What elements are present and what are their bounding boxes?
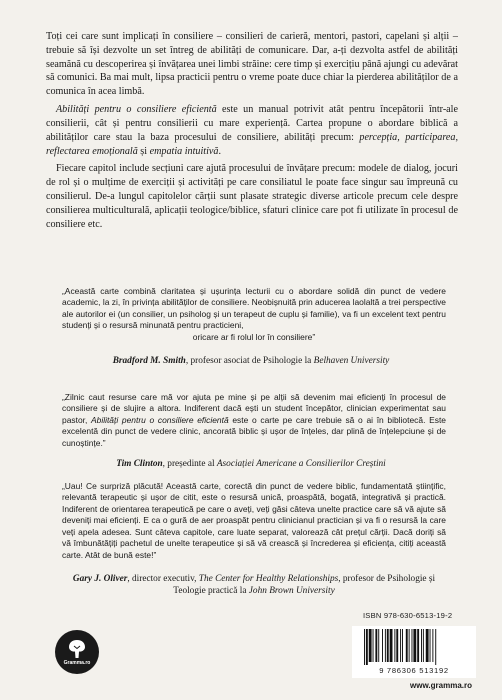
barcode-bar bbox=[375, 629, 377, 662]
barcode-icon bbox=[364, 629, 464, 665]
endorsement-author: Gary J. Oliver, director executiv, The Center for Healthy Relationships, profesor de Psihologie și Teologie practică la John Brown University bbox=[72, 574, 436, 597]
barcode-bar bbox=[390, 629, 393, 662]
isbn: ISBN 978-630-6513-19-2 bbox=[363, 611, 453, 620]
barcode-bar bbox=[400, 629, 401, 662]
book-title-italic: Abilități pentru o consiliere eficientă bbox=[56, 104, 217, 116]
barcode-bar bbox=[382, 629, 383, 662]
publisher-logo bbox=[55, 630, 99, 674]
barcode-bar bbox=[378, 629, 379, 662]
barcode-bar bbox=[387, 629, 389, 662]
barcode-bar bbox=[396, 629, 398, 662]
barcode-bar bbox=[421, 629, 422, 662]
barcode-bar bbox=[432, 629, 433, 662]
barcode-bar bbox=[409, 629, 410, 662]
barcode-bar bbox=[423, 629, 424, 662]
barcode-bar bbox=[417, 629, 419, 662]
barcode-bar bbox=[366, 629, 368, 665]
publisher-website[interactable]: www.gramma.ro bbox=[410, 681, 472, 690]
barcode-bar bbox=[394, 629, 395, 662]
barcode-bar bbox=[373, 629, 374, 662]
description-paragraph-3: Fiecare capitol include secțiuni care ajută procesului de învățare precum: modele de dialog, jocuri de rol și o mulțime de exerciții și activități pe care consiliatul le poate face singur sau împreună cu consilierul. De-a lungul capitolelor cărții sunt plasate strategic diverse articole precum cele despre consilierea multiculturală, aplicații teologice/biblice, sfaturi clinice care pot fi utilizate în procesul de consiliere etc. bbox=[46, 163, 458, 230]
description-paragraph-2: Abilități pentru o consiliere eficientă este un manual potrivit atât pentru începătorii într-ale consilierii, cât și pentru consilierii cu mare experiență. Cartea propune o abordare biblică a abilităților care stau la baza procesului de consiliere, abilități precum: percepția, participarea, reflectarea emoțională și empatia intuitivă. bbox=[46, 104, 458, 157]
barcode-bar bbox=[402, 629, 403, 662]
barcode-bar bbox=[364, 629, 365, 665]
barcode-bar bbox=[413, 629, 416, 662]
endorsement-quote: „Această carte combină claritatea și ușurința lecturii cu o abordare solidă din punct de vedere academic, la zi, în privința abilităților de consiliere. Neobișnuită prin aducerea laolaltă a trei perspective ale autorilor ei (un consilier, un psiholog și un terapeut de cuplu și familie), va fi un excelent text pentru studenți și o resursă minunată pentru practicieni, oricare ar fi rolul lor în consiliere” bbox=[62, 286, 446, 342]
barcode-bar bbox=[430, 629, 431, 662]
endorsement-author: Tim Clinton, președinte al Asociației Americane a Consilierilor Creștini bbox=[116, 459, 386, 469]
barcode-bar bbox=[406, 629, 408, 662]
publisher-logo-text: Gramma.ro bbox=[63, 660, 91, 666]
book-description bbox=[46, 30, 458, 235]
endorsement-author: Bradford M. Smith, profesor asociat de Psihologie la Belhaven University bbox=[112, 356, 390, 366]
barcode-bar bbox=[426, 629, 429, 662]
barcode-bar bbox=[385, 629, 386, 662]
barcode bbox=[352, 626, 476, 678]
barcode-digits: 9 786306 513192 bbox=[379, 666, 449, 675]
barcode-bar bbox=[435, 629, 436, 665]
endorsement-quote: „Zilnic caut resurse care mă vor ajuta pe mine și pe alții să devenim mai eficienți în procesul de consiliere și de slujire a altora. Indiferent dacă ești un student începător, clinician experimentat sau pastor, Abilități pentru o consiliere eficientă este o carte pe care trebuie să o ai în bibliotecă. Este excelentă din punct de vedere clinic, ancorată biblic și ușor de înțeles, dar plină de înțelepciune și de cunoștințe.” bbox=[62, 392, 446, 448]
barcode-bar bbox=[369, 629, 372, 662]
description-paragraph-1: Toți cei care sunt implicați în consiliere – consilieri de carieră, mentori, pastori, capelani și alții – trebuie să își dezvolte un set întreg de abilități de comunicare. Dar, a-ți dezvolta astfel de abilități seamănă cu descoperirea și învățarea unei limbi străine: cere timp și exercițiu până ajungi cu adevărat să comunici. Ba mai mult, lipsa practicii pentru o vreme poate duce chiar la pierderea abilităților de a comunica în acea limbă. bbox=[46, 31, 458, 98]
barcode-bar bbox=[412, 629, 413, 662]
tree-icon bbox=[67, 638, 87, 660]
endorsement-quote: „Uau! Ce surpriză plăcută! Această carte, corectă din punct de vedere biblic, fundamentată științific, relevantă terapeutic și ușor de citit, este o resursă unică, proaspătă, bogată, integrativă și practică. Indiferent de orientarea terapeutică pe care o aveți, veți găsi câteva unelte practice care să vă ajute să deveniți mai eficienți. E ca o gură de aer proaspăt pentru clinicianul practician și va fi o resursă la care veți apela adesea. Sunt câteva capitole, care luate separat, valorează cât prețul cărții. Dacă doriți să vă îmbunătățiți pachetul de unelte terapeutice și să vă crească și încrederea și eficiența, citiți această carte. Atât de bună este!” bbox=[62, 481, 446, 560]
